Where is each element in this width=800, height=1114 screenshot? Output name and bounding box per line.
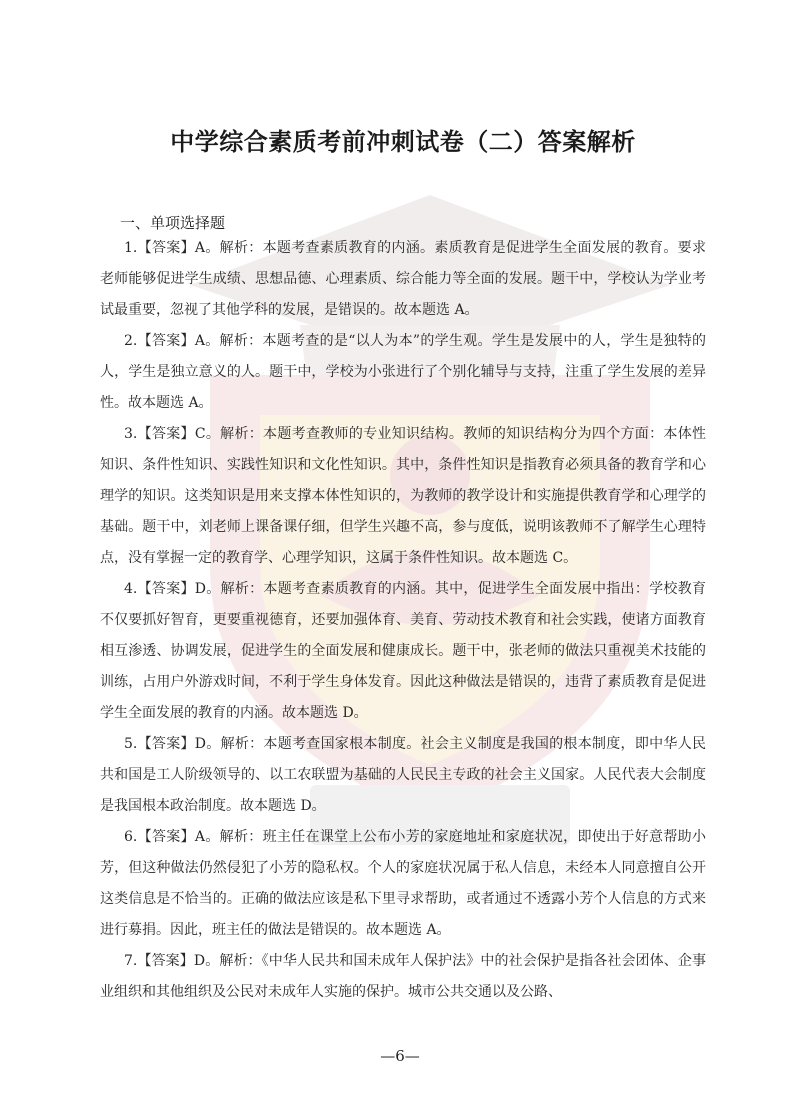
answer-item-7: 7.【答案】D。解析：《中华人民共和国未成年人保护法》中的社会保护是指各社会团体、企事业组织和其他组织及公民对未成年人实施的保护。城市公共交通以及公路、 — [100, 953, 706, 1000]
answer-item-3: 3.【答案】C。解析：本题考查教师的专业知识结构。教师的知识结构分为四个方面：本体性知识、条件性知识、实践性知识和文化性知识。其中，条件性知识是指教育必须具备的教育学和心理学的知识。这类知识是用来支撑本体性知识的，为教师的教学设计和实施提供教育学和心理学的基础。题干中，刘老师上课备课仔细，但学生兴趣不高，参与度低，说明该教师不了解学生心理特点，没有掌握一定的教育学、心理学知识，这属于条件性知识。故本题选 C。 — [100, 426, 706, 566]
answer-item-2: 2.【答案】A。解析：本题考查的是“以人为本”的学生观。学生是发展中的人，学生是独特的人，学生是独立意义的人。题干中，学校为小张进行了个别化辅导与支持，注重了学生发展的差异性。故本题选 A。 — [100, 333, 706, 411]
answer-item-5: 5.【答案】D。解析：本题考查国家根本制度。社会主义制度是我国的根本制度，即中华人民共和国是工人阶级领导的、以工农联盟为基础的人民民主专政的社会主义国家。人民代表大会制度是我国根本政治制度。故本题选 D。 — [100, 736, 706, 814]
answer-list — [100, 233, 706, 1008]
answer-item-6: 6.【答案】A。解析：班主任在课堂上公布小芳的家庭地址和家庭状况，即使出于好意帮助小芳，但这种做法仍然侵犯了小芳的隐私权。个人的家庭状况属于私人信息，未经本人同意擅自公开这类信息是不恰当的。正确的做法应该是私下里寻求帮助，或者通过不透露小芳个人信息的方式来进行募捐。因此，班主任的做法是错误的。故本题选 A。 — [100, 829, 706, 938]
answer-item-1: 1.【答案】A。解析：本题考查素质教育的内涵。素质教育是促进学生全面发展的教育。要求老师能够促进学生成绩、思想品德、心理素质、综合能力等全面的发展。题干中，学校认为学业考试最重要，忽视了其他学科的发展，是错误的。故本题选 A。 — [100, 240, 706, 318]
answer-item-4: 4.【答案】D。解析：本题考查素质教育的内涵。其中，促进学生全面发展中指出：学校教育不仅要抓好智育，更要重视德育，还要加强体育、美育、劳动技术教育和社会实践，使诸方面教育相互渗透、协调发展，促进学生的全面发展和健康成长。题干中，张老师的做法只重视美术技能的训练，占用户外游戏时间，不利于学生身体发育。因此这种做法是错误的，违背了素质教育是促进学生全面发展的教育的内涵。故本题选 D。 — [100, 581, 706, 721]
page-number: —6— — [380, 1047, 420, 1065]
section-heading: 一、单项选择题 — [120, 214, 226, 232]
page-title: 中学综合素质考前冲刺试卷（二）答案解析 — [170, 128, 636, 156]
